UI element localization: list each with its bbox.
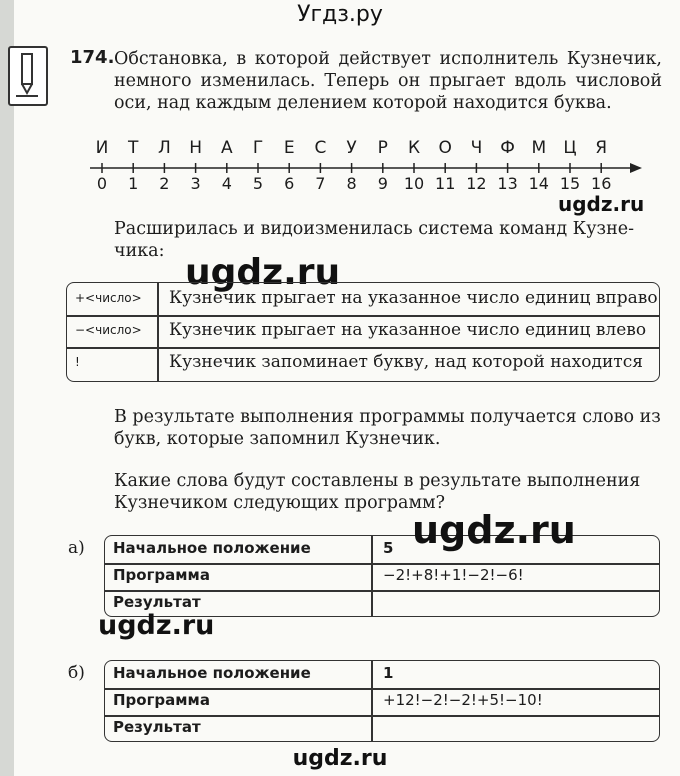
watermark-2: ugdz.ru [412,508,576,552]
program-value: −2!+8!+1!−2!−6! [383,566,524,584]
number-line-letter: Т [127,138,139,158]
number-line-letter: Е [283,138,295,158]
start-value: 5 [383,539,394,557]
number-line-letter: О [438,138,452,158]
question-text: Какие слова будут составлены в результате выполнения Кузнечиком следующих программ? [114,471,641,513]
number-line-tick-label: 11 [435,174,456,193]
number-line-letter: Ч [470,138,483,158]
number-line-letter: Я [595,138,608,158]
number-line-tick-label: 7 [315,174,326,193]
number-line-letter: Ц [563,138,577,158]
number-line-tick-label: 13 [497,174,518,193]
watermark-1: ugdz.ru [185,252,341,293]
system-text: Расширилась и видоизменилась система команд Кузне-чика: [114,219,635,261]
watermark-small: ugdz.ru [558,192,645,216]
program-row [105,688,659,715]
number-line-tick-label: 8 [346,174,357,193]
number-line-letter: Ф [500,138,515,158]
command-desc: Кузнечик запоминает букву, над которой находится [169,352,643,372]
start-row [105,536,659,563]
number-line-letter: И [95,138,109,158]
program-b-table [104,660,660,742]
page-margin-strip [0,0,14,776]
start-row [105,661,659,688]
task-intro: Обстановка, в которой действует исполнитель Кузнечик, немного изменилась. Теперь он прыгает вдоль числовой оси, над каждым делением которой находится буква. [114,49,662,113]
program-a-label: а) [68,538,85,558]
number-line-letter: С [314,138,327,158]
program-label: Программа [113,691,210,709]
number-line-letter: К [407,138,421,158]
number-line-tick-label: 4 [221,174,232,193]
watermark-3: ugdz.ru [98,610,215,641]
number-line-tick-label: 15 [559,174,581,193]
command-row-right [67,283,659,315]
number-line-tick-label: 9 [377,174,388,193]
number-line-tick-label: 0 [96,174,108,193]
number-line-tick-label: 1 [128,174,139,193]
number-line-tick-label: 5 [252,174,264,193]
result-text: В результате выполнения программы получается слово из букв, которые запомнил Кузнечик. [114,407,661,449]
task-number: 174. [70,47,115,68]
number-line-tick-label: 14 [528,174,549,193]
number-line-tick-label: 16 [591,174,612,193]
command-desc: Кузнечик прыгает на указанное число единиц влево [169,320,647,340]
number-line-tick-label: 6 [284,174,295,193]
number-line-letter: А [220,138,233,158]
number-line-tick-label: 3 [190,174,201,193]
program-b-label: б) [68,663,85,683]
watermark-bottom: ugdz.ru [292,746,388,771]
number-line-letter: Г [252,138,264,158]
number-line-letter: Р [377,138,388,158]
command-table [66,282,660,382]
site-title: Угдз.ру [297,2,383,27]
command-row-left [67,315,659,347]
program-value: +12!−2!−2!+5!−10! [383,691,543,709]
start-value: 1 [383,664,394,682]
number-line-letter: У [346,138,357,158]
program-label: Программа [113,566,210,584]
program-row [105,563,659,590]
number-line-letter: М [531,138,547,158]
result-row [105,715,659,742]
command-key: ! [75,355,80,369]
command-row-remember [67,347,659,379]
number-line-tick-label: 10 [403,174,425,193]
result-label: Результат [113,593,201,611]
command-desc: Кузнечик прыгает на указанное число единиц вправо [169,288,658,308]
result-label: Результат [113,718,201,736]
start-label: Начальное положение [113,539,311,557]
number-line-letter: Л [157,138,171,158]
number-line-letter: Н [189,138,202,158]
task-marker-icon [8,46,48,106]
number-line-tick-label: 12 [466,174,487,193]
program-a-table [104,535,660,617]
command-key: +<число> [75,291,142,305]
number-line-tick-label: 2 [159,174,170,193]
command-key: −<число> [75,323,142,337]
start-label: Начальное положение [113,664,311,682]
